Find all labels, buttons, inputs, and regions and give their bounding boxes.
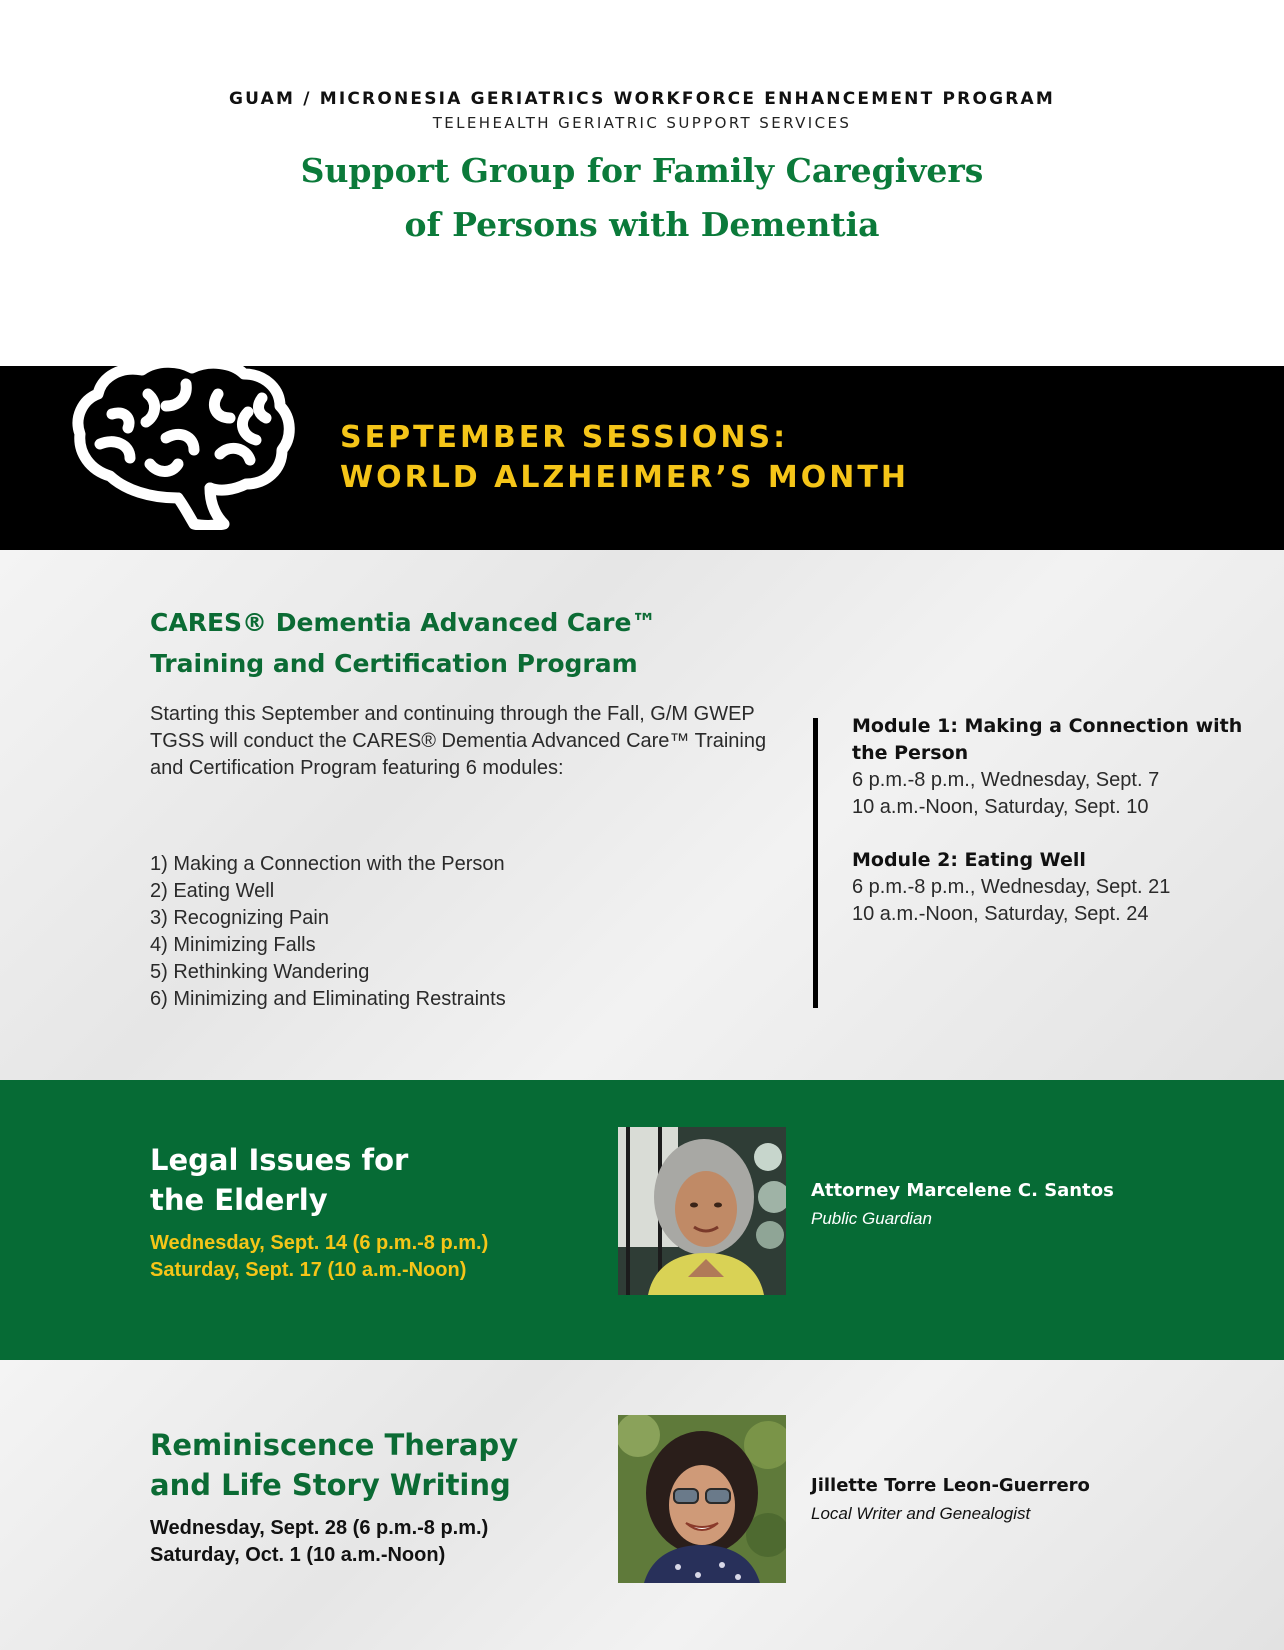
module-list (150, 851, 506, 1013)
reminiscence-title-line2: and Life Story Writing (150, 1468, 511, 1502)
legal-dates (150, 1230, 488, 1284)
cares-title-line2: Training and Certification Program (150, 649, 638, 678)
reminiscence-date-2: Saturday, Oct. 1 (10 a.m.-Noon) (150, 1544, 446, 1566)
reminiscence-dates (150, 1515, 488, 1569)
reminiscence-title-line1: Reminiscence Therapy (150, 1428, 519, 1462)
banner-title-line1: SEPTEMBER SESSIONS: (340, 420, 789, 455)
speaker-role: Local Writer and Genealogist (811, 1504, 1031, 1523)
cares-intro: Starting this September and continuing through the Fall, G/M GWEP TGSS will conduct the CARES® Dementia Advanced Care™ Training and Certification Program featuring 6 modules: (150, 703, 767, 779)
legal-title-line2: the Elderly (150, 1183, 328, 1217)
legal-title (150, 1140, 408, 1220)
cares-title (150, 602, 656, 684)
banner-title (340, 418, 909, 498)
page-title (0, 144, 1284, 252)
brain-icon (70, 358, 300, 530)
schedule-module-2 (852, 847, 1272, 928)
list-item: 3) Recognizing Pain (150, 907, 329, 929)
list-item: 1) Making a Connection with the Person (150, 853, 505, 875)
legal-date-2: Saturday, Sept. 17 (10 a.m.-Noon) (150, 1259, 467, 1281)
reminiscence-date-1: Wednesday, Sept. 28 (6 p.m.-8 p.m.) (150, 1517, 489, 1539)
schedule-time: 6 p.m.-8 p.m., Wednesday, Sept. 7 (852, 769, 1160, 791)
page-title-line1: Support Group for Family Caregivers (300, 151, 984, 190)
schedule-time: 10 a.m.-Noon, Saturday, Sept. 10 (852, 796, 1149, 818)
list-item: 2) Eating Well (150, 880, 275, 902)
speaker-photo-leon-guerrero (618, 1415, 786, 1583)
schedule-module-title: Module 1: Making a Connection with the Person (852, 715, 1243, 764)
schedule-module-1 (852, 713, 1272, 821)
program-subtitle: TELEHEALTH GERIATRIC SUPPORT SERVICES (432, 114, 852, 132)
module-schedule (852, 713, 1272, 954)
banner-title-line2: WORLD ALZHEIMER’S MONTH (340, 460, 909, 495)
list-item: 4) Minimizing Falls (150, 934, 316, 956)
schedule-time: 10 a.m.-Noon, Saturday, Sept. 24 (852, 903, 1149, 925)
list-item: 6) Minimizing and Eliminating Restraints (150, 988, 506, 1010)
page-title-line2: of Persons with Dementia (404, 205, 880, 244)
list-item: 5) Rethinking Wandering (150, 961, 370, 983)
divider (813, 718, 818, 1008)
legal-title-line1: Legal Issues for (150, 1143, 409, 1177)
reminiscence-title (150, 1425, 518, 1505)
program-name: GUAM / MICRONESIA GERIATRICS WORKFORCE ENHANCEMENT PROGRAM (228, 89, 1056, 109)
cares-title-line1: CARES® Dementia Advanced Care™ (150, 608, 657, 637)
header (0, 0, 1284, 366)
speaker-name: Attorney Marcelene C. Santos (811, 1180, 1114, 1201)
legal-date-1: Wednesday, Sept. 14 (6 p.m.-8 p.m.) (150, 1232, 489, 1254)
speaker-role: Public Guardian (811, 1209, 932, 1228)
speaker-photo-santos (618, 1127, 786, 1295)
speaker-name: Jillette Torre Leon-Guerrero (811, 1475, 1090, 1496)
schedule-time: 6 p.m.-8 p.m., Wednesday, Sept. 21 (852, 876, 1171, 898)
schedule-module-title: Module 2: Eating Well (852, 849, 1086, 871)
